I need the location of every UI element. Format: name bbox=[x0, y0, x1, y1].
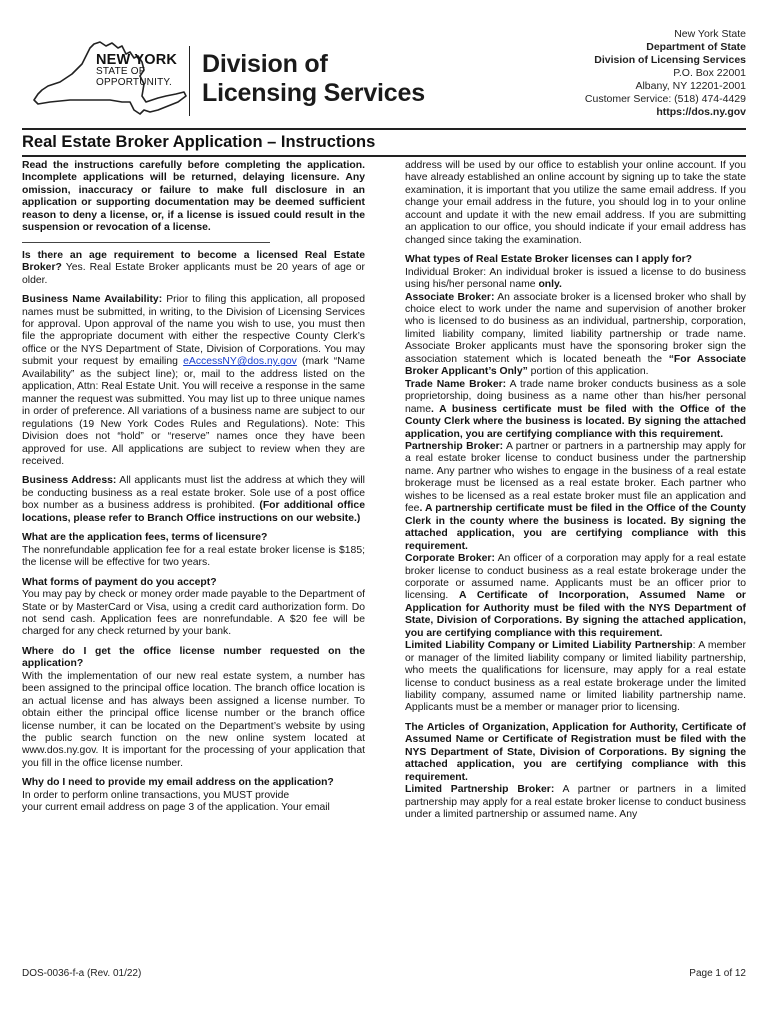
corporate-broker-label: Corporate Broker: bbox=[405, 553, 495, 565]
llc-broker-paragraph bbox=[405, 640, 746, 715]
business-address-text: All applicants must list the address at which they will be conducting business as a real estate broker. Sole use of a post office box number as a business address is prohibited. bbox=[22, 475, 365, 512]
division-title-line-2: Licensing Services bbox=[202, 79, 425, 107]
header-rule bbox=[22, 128, 746, 130]
office-license-answer: With the implementation of our new real estate system, a number has been assigned to the principal office location. The branch office location is an actual license and has always been assigned a license number. To obtain either the principal office license number or the branch office license number, it can be located on the Department’s website by using the public search function on the new online system located at www.dos.ny.gov. It is important for the processing of your application that you fill in the office license number. bbox=[22, 670, 365, 769]
fees-answer: The nonrefundable application fee for a real estate broker license is $185; the license will be effective for two years. bbox=[22, 544, 365, 569]
agency-po-box: P.O. Box 22001 bbox=[673, 67, 746, 79]
business-name-paragraph bbox=[22, 294, 365, 468]
payment-answer: You may pay by check or money order made payable to the Department of State or by MasterCard or Visa, using a credit card authorization form. Do not send cash. Application fees are nonrefundable. A $20 fee will be charged for any check returned by your bank. bbox=[22, 589, 365, 638]
associate-broker-tail: portion of this application. bbox=[527, 366, 649, 378]
trade-name-broker-paragraph bbox=[405, 379, 746, 441]
ny-state-logo bbox=[96, 54, 177, 88]
corporate-broker-emphasis: A Certificate of Incorporation, Assumed Name or Application for Authority must be filed with the NYS Department of State, Division of Corporations. By signing the attached application, you are certifying compliance with this requirement. bbox=[405, 590, 746, 639]
logo-line-3: OPPORTUNITY. bbox=[96, 77, 172, 88]
trade-name-broker-text: A trade name broker conducts business as a sole proprietorship, doing business as a name other than his/her personal name bbox=[405, 378, 746, 415]
logo-line-1: NEW YORK bbox=[96, 52, 178, 68]
llc-broker-text: : A member or manager of the limited liability company or limited liability partnership, who meets the qualifications for licensure, may apply for a real estate license to conduct business as a real estate brokerage under the limited liability company, assumed name or limited liability partnership name. Applicants must be a member or manager prior to licensing. bbox=[405, 640, 746, 714]
associate-broker-paragraph bbox=[405, 292, 746, 379]
fees-paragraph bbox=[22, 532, 365, 569]
age-requirement-paragraph bbox=[22, 250, 365, 287]
agency-division: Division of Licensing Services bbox=[594, 54, 746, 66]
individual-broker-paragraph bbox=[405, 267, 746, 292]
fees-question: What are the application fees, terms of licensure? bbox=[22, 532, 268, 544]
associate-broker-label: Associate Broker: bbox=[405, 291, 495, 303]
email-question: Why do I need to provide my email address on the application? bbox=[22, 777, 334, 789]
associate-broker-text: An associate broker is a licensed broker who shall by choice elect to work under the name and supervision of another broker who is licensed to do business as an individual, partnership, corporation, limited liability company, limited liability partnership or trade name. Associate Broker applicants must have the sponsoring broker sign the association statement which is located beneath the bbox=[405, 291, 746, 365]
limited-partnership-label: Limited Partnership Broker: bbox=[405, 784, 555, 796]
age-answer: Yes. Real Estate Broker applicants must be 20 years of age or older. bbox=[22, 262, 365, 286]
right-column bbox=[405, 160, 746, 822]
email-answer-line-2: your current email address on page 3 of the application. Your email bbox=[22, 802, 330, 814]
license-types-heading: What types of Real Estate Broker licenses can I apply for? bbox=[405, 254, 692, 266]
payment-paragraph bbox=[22, 577, 365, 639]
business-address-paragraph bbox=[22, 475, 365, 525]
agency-phone: Customer Service: (518) 474-4429 bbox=[584, 93, 746, 105]
llc-broker-label: Limited Liability Company or Limited Liability Partnership bbox=[405, 640, 693, 652]
corporate-broker-text: An officer of a corporation may apply for a real estate broker license to conduct business as a real estate brokerage under the corporate or assumed name. Applicants must be an officer prior to licensing. bbox=[405, 553, 746, 602]
associate-broker-emphasis: “For Associate Broker Applicant’s Only” bbox=[405, 353, 746, 378]
trade-name-broker-emphasis: . A business certificate must be filed with the Office of the County Clerk where the business is located. By signing the attached application, you are certifying compliance with this requirement. bbox=[405, 403, 746, 440]
document-title: Real Estate Broker Application – Instructions bbox=[22, 133, 376, 151]
division-title-line-1: Division of bbox=[202, 50, 328, 78]
division-title bbox=[202, 50, 425, 108]
license-types-question bbox=[405, 254, 746, 266]
limited-partnership-text: A partner or partners in a limited partnership may apply for a real estate broker license to conduct business under a limited partnership or assumed name. Any bbox=[405, 784, 746, 821]
agency-address-block bbox=[585, 28, 746, 119]
office-license-question: Where do I get the office license number requested on the application? bbox=[22, 645, 365, 670]
logo-line-2: STATE OF bbox=[96, 66, 146, 77]
email-answer-line-1: In order to perform online transactions, you MUST provide bbox=[22, 789, 290, 801]
agency-url[interactable]: https://dos.ny.gov bbox=[656, 106, 746, 118]
business-name-text-1: Prior to filing this application, all proposed names must be submitted, in writing, to the Division of Licensing Services for approval. Upon approval of the name you wish to use, you must then file the appropriate document with either the respective County Clerk’s office or the NYS Department of State, Division of Corporations. You may submit your request by emailing bbox=[22, 294, 365, 368]
email-continued-paragraph: address will be used by our office to establish your online account. If you have already established an online account by signing up to take the state examination, it is important that you utilize the same email address. If you change your email address in the future, you should log in to your online account and update it with the new email address. If you are submitting an application to our office, you should indicate if your email address has changed since taking the examination. bbox=[405, 160, 746, 246]
business-name-label: Business Name Availability: bbox=[22, 294, 163, 306]
page-number: Page 1 of 12 bbox=[689, 968, 746, 979]
form-id: DOS-0036-f-a (Rev. 01/22) bbox=[22, 968, 142, 979]
office-license-paragraph bbox=[22, 646, 365, 771]
intro-separator bbox=[22, 242, 270, 243]
age-question: Is there an age requirement to become a licensed Real Estate Broker? bbox=[22, 249, 365, 274]
individual-broker-emphasis: only. bbox=[538, 279, 562, 291]
articles-text: The Articles of Organization, Application for Authority, Certificate of Assumed Name or Certificate of Registration must be filed with the NYS Department of State, Division of Corporations. By signing the attached application, you are certifying compliance with this requirement. bbox=[405, 721, 746, 783]
limited-partnership-paragraph bbox=[405, 784, 746, 821]
partnership-broker-label: Partnership Broker: bbox=[405, 440, 504, 452]
letterhead bbox=[0, 0, 768, 128]
trade-name-broker-label: Trade Name Broker: bbox=[405, 378, 507, 390]
agency-department: Department of State bbox=[646, 41, 746, 53]
email-paragraph bbox=[22, 777, 365, 814]
partnership-broker-paragraph bbox=[405, 441, 746, 553]
logo-divider bbox=[189, 46, 190, 116]
intro-paragraph: Read the instructions carefully before completing the application. Incomplete applications will be returned, delaying licensure. Any omission, inaccuracy or failure to make full disclosure in an application or supporting documentation may be deemed sufficient reason to deny a license, or, if a license is issued could result in the suspension or revocation of a license. bbox=[22, 160, 365, 234]
corporate-broker-paragraph bbox=[405, 553, 746, 640]
business-address-note: (For additional office locations, please refer to Branch Office instructions on our website.) bbox=[22, 500, 365, 524]
email-link[interactable]: eAccessNY@dos.ny.gov bbox=[183, 356, 297, 368]
payment-question: What forms of payment do you accept? bbox=[22, 576, 217, 588]
partnership-broker-emphasis: . A partnership certificate must be filed in the Office of the County Clerk in the county where the business is located. By signing the attached application, you are certifying compliance with this requirement. bbox=[405, 503, 746, 552]
agency-city: Albany, NY 12201-2001 bbox=[635, 80, 746, 92]
agency-state: New York State bbox=[674, 28, 746, 40]
articles-paragraph bbox=[405, 722, 746, 784]
business-address-label: Business Address: bbox=[22, 475, 117, 487]
partnership-broker-text: A partner or partners in a partnership may apply for a real estate broker license to conduct business under the partnership name. Any partner who wishes to engage in the business of a real estate brokerage must be licensed as a real estate broker. Each partner who wishes to be licensed as a real estate broker must file an application and fee bbox=[405, 440, 746, 515]
title-rule bbox=[22, 155, 746, 157]
business-name-text-2: (mark “Name Availability” as the subject line); or, mail to the address listed on the application, Attn: Real Estate Unit. You will receive a response in the same manner the request was submitted. You may list up to three unique names in order of preference. All variations of a business name are subject to our regulations (19 New York Codes Rules and Regulations). Note: This Division does not “hold” or “reserve” names once they have been approved for use. All applications are subject to review when they are received. bbox=[22, 356, 365, 467]
individual-broker-text: Individual Broker: An individual broker is issued a license to do business using his/her personal name bbox=[405, 266, 746, 291]
left-column bbox=[22, 160, 365, 815]
